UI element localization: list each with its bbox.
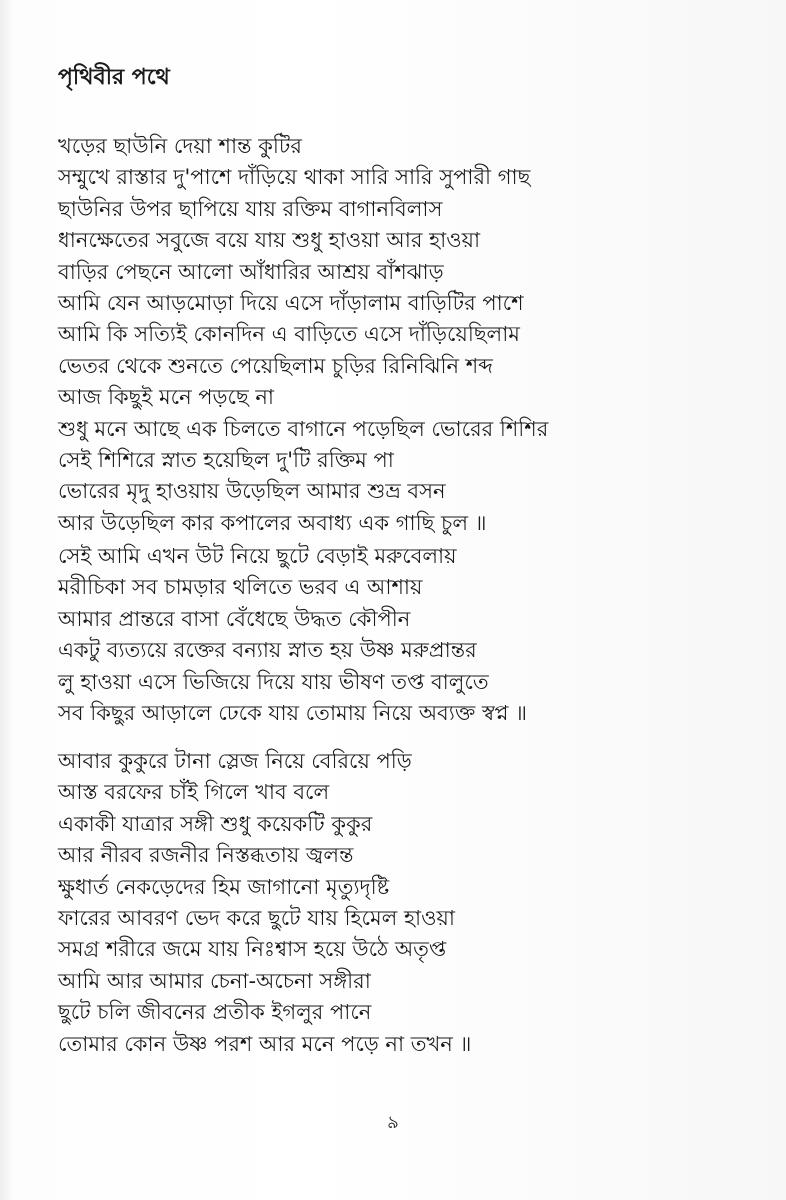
poem-line: সমগ্র শরীরে জমে যায় নিঃশ্বাস হয়ে উঠে অতৃপ্ত bbox=[58, 937, 447, 962]
poem-line: আমি যেন আড়মোড়া দিয়ে এসে দাঁড়ালাম বাড়িটির পাশে bbox=[58, 290, 524, 315]
poem-line: আমি কি সত্যিই কোনদিন এ বাড়িতে এসে দাঁড়িয়েছিলাম bbox=[58, 322, 520, 347]
stanza-1 bbox=[58, 131, 758, 539]
poem-line: আবার কুকুরে টানা স্লেজ নিয়ে বেরিয়ে পড়ি bbox=[58, 749, 412, 773]
poem-line: সেই শিশিরে স্নাত হয়েছিল দু'টি রক্তিম পা bbox=[58, 447, 394, 472]
poem-line: তোমার কোন উষ্ণ পরশ আর মনে পড়ে না তখন ॥ bbox=[58, 1031, 472, 1056]
poem-line: সেই আমি এখন উট নিয়ে ছুটে বেড়াই মরুবেলায় bbox=[58, 544, 457, 568]
poem-line: একটু ব্যত্যয়ে রক্তের বন্যায় স্নাত হয় উষ্ণ মরুপ্রান্তর bbox=[58, 638, 477, 663]
poem-line: বাড়ির পেছনে আলো আঁধারির আশ্রয় বাঁশঝাড় bbox=[58, 259, 444, 284]
poem-line: মরীচিকা সব চামড়ার থলিতে ভরব এ আশায় bbox=[58, 575, 423, 600]
poem-line: সম্মুখে রাস্তার দু'পাশে দাঁড়িয়ে থাকা সারি সারি সুপারী গাছ bbox=[58, 165, 531, 190]
poem-line: আর উড়েছিল কার কপালের অবাধ্য এক গাছি চুল ॥ bbox=[58, 510, 487, 535]
poem-line: ফারের আবরণ ভেদ করে ছুটে যায় হিমেল হাওয়া bbox=[58, 905, 456, 930]
poem-line: আমার প্রান্তরে বাসা বেঁধেছে উদ্ধত কৌপীন bbox=[58, 606, 411, 631]
poem-line: ধানক্ষেতের সবুজে বয়ে যায় শুধু হাওয়া আর হাওয়া bbox=[58, 228, 481, 253]
poem-line: আমি আর আমার চেনা-অচেনা সঙ্গীরা bbox=[58, 968, 371, 993]
poem-line: আজ কিছুই মনে পড়ছে না bbox=[58, 385, 275, 410]
poem-line: সব কিছুর আড়ালে ঢেকে যায় তোমায় নিয়ে অব্যক্ত স্বপ্ন ॥ bbox=[58, 700, 528, 725]
poem-line: খড়ের ছাউনি দেয়া শান্ত কুটির bbox=[58, 134, 302, 158]
poem-line: ছুটে চলি জীবনের প্রতীক ইগলুর পানে bbox=[58, 1000, 372, 1025]
poem-line: ছাউনির উপর ছাপিয়ে যায় রক্তিম বাগানবিলাস bbox=[58, 196, 443, 221]
poem-line: আস্ত বরফের চাঁই গিলে খাব বলে bbox=[58, 780, 330, 805]
poem-line: ভোরের মৃদু হাওয়ায় উড়েছিল আমার শুভ্র বসন bbox=[58, 479, 446, 504]
page-gutter-shadow bbox=[0, 0, 14, 1200]
poem-line: শুধু মনে আছে এক চিলতে বাগানে পড়েছিল ভোরের শিশির bbox=[58, 416, 549, 441]
page-number: ৯ bbox=[387, 1112, 399, 1133]
stanza-3 bbox=[58, 746, 758, 1060]
poem-line: লু হাওয়া এসে ভিজিয়ে দিয়ে যায় ভীষণ তপ্ত বালুতে bbox=[58, 669, 489, 694]
poem-line: একাকী যাত্রার সঙ্গী শুধু কয়েকটি কুকুর bbox=[58, 811, 373, 836]
poem-line: ক্ষুধার্ত নেকড়েদের হিম জাগানো মৃত্যুদৃষ্টি bbox=[58, 874, 390, 899]
poem-line: ভেতর থেকে শুনতে পেয়েছিলাম চুড়ির রিনিঝিনি শব্দ bbox=[58, 353, 493, 378]
stanza-2 bbox=[58, 541, 758, 729]
poem-title: পৃথিবীর পথে bbox=[58, 65, 170, 90]
poem-line: আর নীরব রজনীর নিস্তব্ধতায় জ্বলন্ত bbox=[58, 843, 354, 868]
